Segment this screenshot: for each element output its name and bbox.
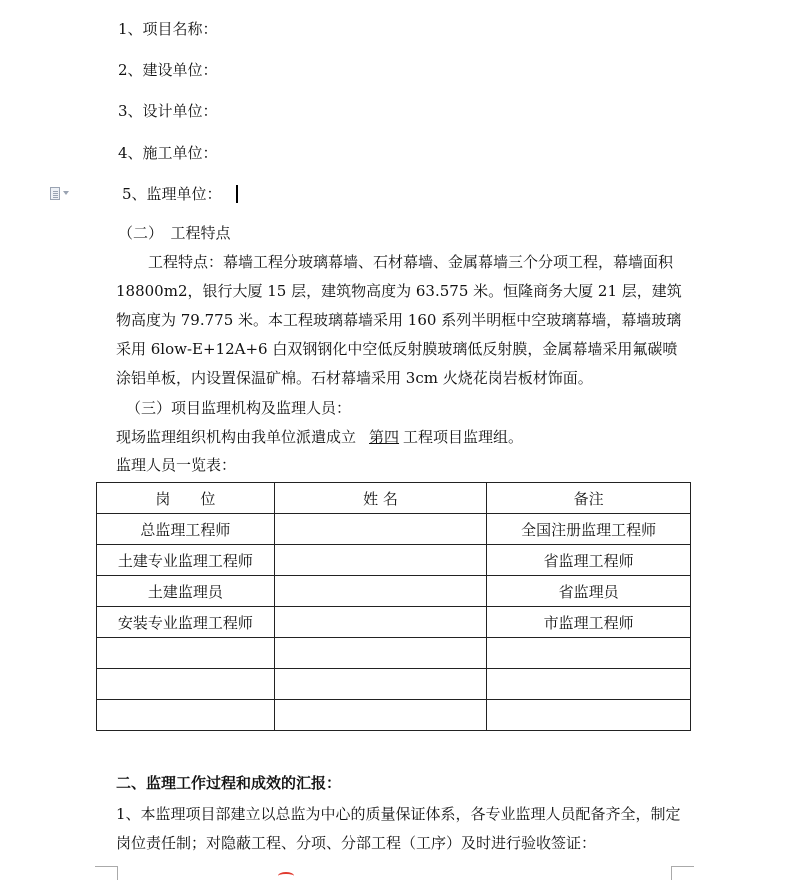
cell-remark[interactable] (487, 638, 691, 669)
org-sentence (116, 427, 523, 447)
design-unit-label: 3、设计单位： (118, 102, 218, 120)
builder-unit-label: 4、施工单位： (118, 144, 218, 162)
table-row (97, 669, 691, 700)
text-cursor (236, 185, 238, 203)
cell-name[interactable] (274, 669, 487, 700)
table-row (97, 700, 691, 731)
page-glyph (50, 187, 60, 200)
cell-name[interactable] (274, 607, 487, 638)
org-team: 第四 (369, 428, 400, 446)
header-position: 岗 位 (97, 483, 275, 514)
cell-name[interactable] (274, 545, 487, 576)
cell-remark[interactable]: 省监理员 (487, 576, 691, 607)
table-row (97, 607, 691, 638)
table-row (97, 638, 691, 669)
org-suffix: 工程项目监理组。 (403, 428, 524, 446)
supervision-unit-label: 5、监理单位： (122, 185, 222, 203)
header-remark: 备注 (487, 483, 691, 514)
cell-name[interactable] (274, 638, 487, 669)
cell-remark[interactable]: 省监理工程师 (487, 545, 691, 576)
section3-heading: （三）项目监理机构及监理人员： (126, 399, 352, 417)
construction-unit-label: 2、建设单位： (118, 61, 218, 79)
cell-remark[interactable]: 市监理工程师 (487, 607, 691, 638)
header-name: 姓 名 (274, 483, 487, 514)
section2-body-text: 工程特点：幕墙工程分玻璃幕墙、石材幕墙、金属幕墙三个分项工程，幕墙面积 18800m2，银行大厦 15 层，建筑物高度为 63.575 米。恒隆商务大厦 21 层，建筑物高度为 79.775 米。本工程玻璃幕墙采用 160 系列半明框中空玻璃幕墙，幕墙玻璃采用 6low-E+12A+6 白双钢钢化中空低反射膜玻璃低反射膜，金属幕墙采用氟碳喷涂铝单板，内设置保温矿棉。石材幕墙采用 3cm 火烧花岗岩板材饰面。 (116, 253, 682, 387)
cell-remark[interactable]: 全国注册监理工程师 (487, 514, 691, 545)
report-heading: 二、监理工作过程和成效的汇报： (116, 774, 342, 792)
project-name-label: 1、项目名称： (118, 20, 218, 38)
section2-heading: （二） 工程特点 (118, 224, 231, 242)
table-row (97, 545, 691, 576)
staff-list-title: 监理人员一览表： (116, 456, 237, 474)
report-body: 1、本监理项目部建立以总监为中心的质量保证体系，各专业监理人员配备齐全，制定岗位责任制；对隐蔽工程、分项、分部工程（工序）及时进行验收签证： (116, 805, 681, 852)
cell-name[interactable] (274, 576, 487, 607)
cell-name[interactable] (274, 514, 487, 545)
table-row (97, 514, 691, 545)
cell-position[interactable] (97, 638, 275, 669)
page-corner-mark-left (95, 866, 118, 880)
table-row (97, 576, 691, 607)
cell-remark[interactable] (487, 700, 691, 731)
cell-name[interactable] (274, 700, 487, 731)
table-header-row (97, 483, 691, 514)
chevron-down-icon (63, 191, 69, 195)
cell-position[interactable] (97, 669, 275, 700)
cell-position[interactable]: 安装专业监理工程师 (97, 607, 275, 638)
cell-position[interactable]: 总监理工程师 (97, 514, 275, 545)
org-prefix: 现场监理组织机构由我单位派遣成立 (116, 428, 357, 446)
document-icon[interactable] (50, 185, 78, 201)
cell-position[interactable]: 土建专业监理工程师 (97, 545, 275, 576)
cell-position[interactable]: 土建监理员 (97, 576, 275, 607)
cell-remark[interactable] (487, 669, 691, 700)
staff-table (96, 482, 691, 731)
cell-position[interactable] (97, 700, 275, 731)
section2-body (116, 248, 688, 393)
page-corner-mark-right (671, 866, 694, 880)
